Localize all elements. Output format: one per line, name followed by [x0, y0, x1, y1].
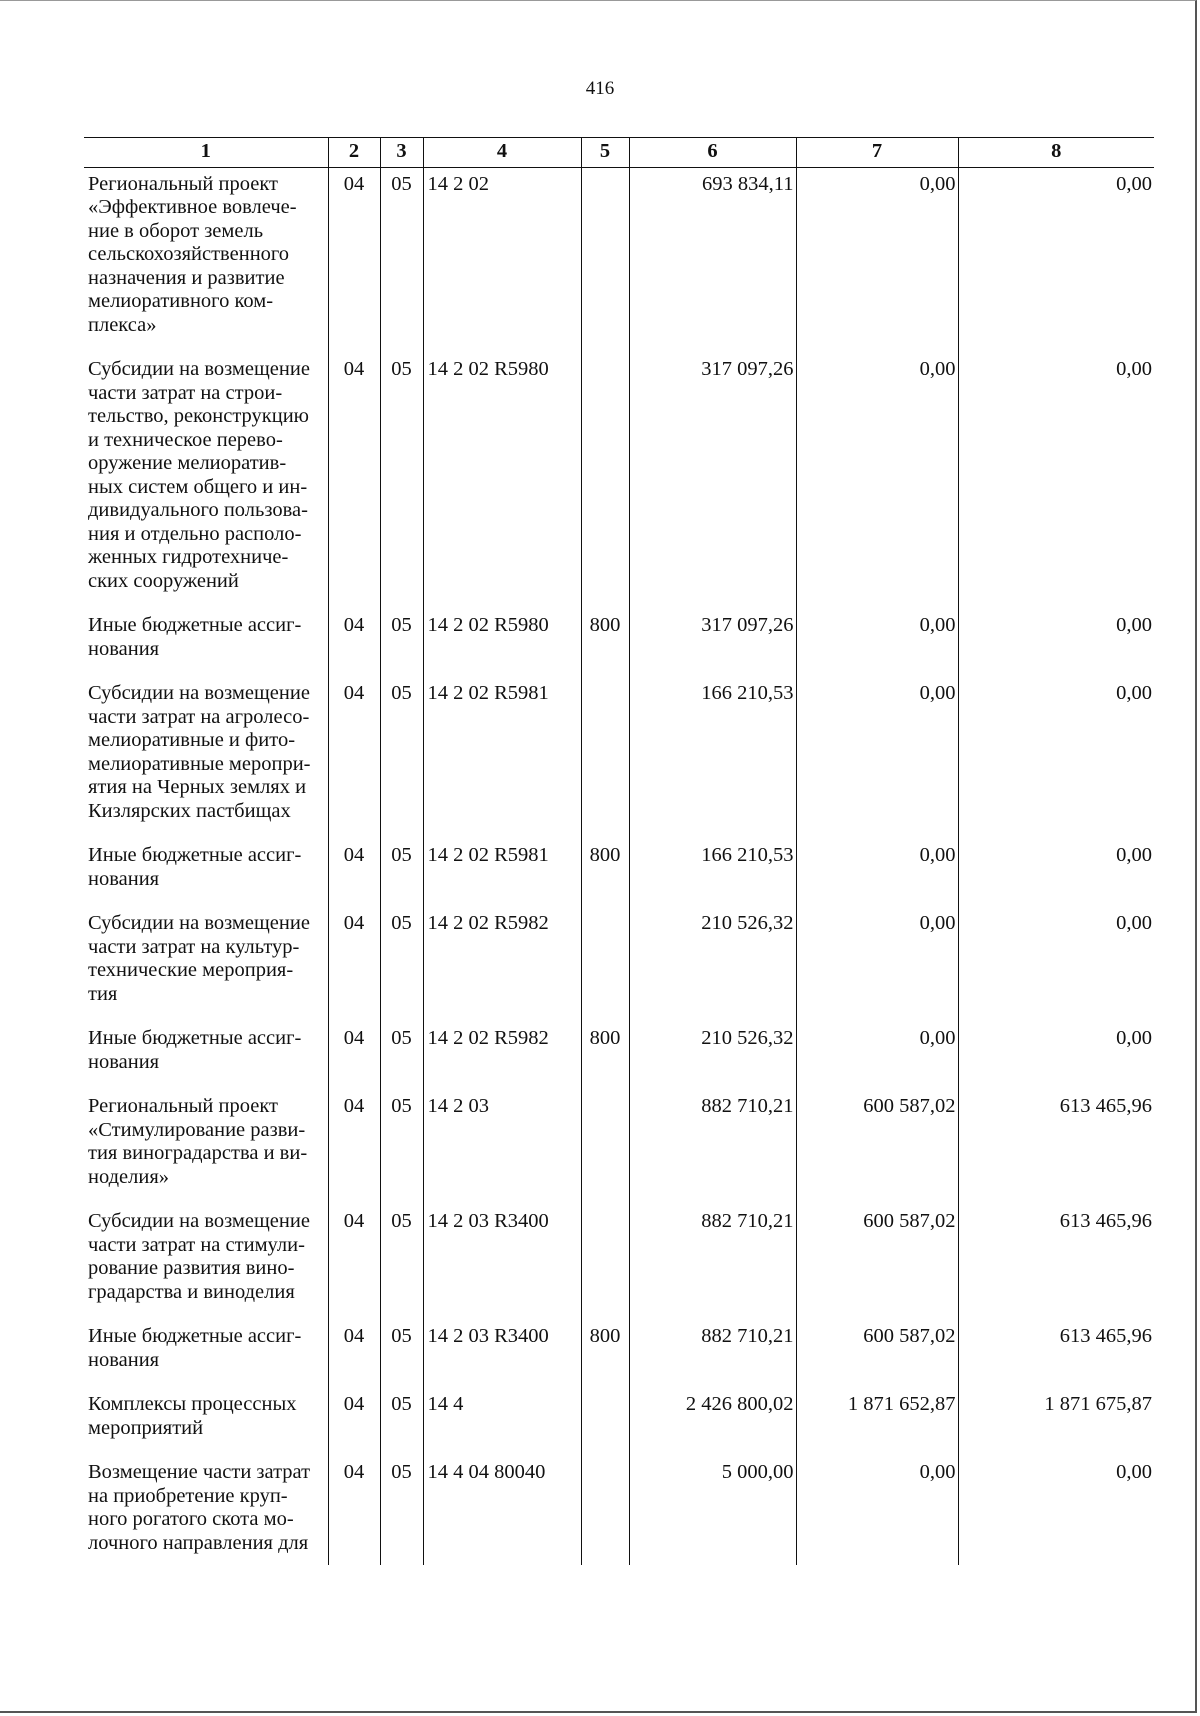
- row-col-5: 800: [581, 609, 629, 677]
- row-col-4: 14 2 02 R5980: [423, 609, 581, 677]
- table-header: [84, 138, 1154, 168]
- row-col-4: 14 2 03 R3400: [423, 1320, 581, 1388]
- row-col-7: 0,00: [796, 353, 958, 609]
- header-col-8: 8: [958, 138, 1154, 168]
- row-col-4: 14 2 02: [423, 167, 581, 353]
- row-col-3: 05: [380, 1205, 423, 1320]
- row-col-4: 14 2 02 R5981: [423, 839, 581, 907]
- row-col-7: 0,00: [796, 907, 958, 1022]
- row-col-5: [581, 1456, 629, 1565]
- header-col-7: 7: [796, 138, 958, 168]
- row-name: Субсидии на возмещение части затрат на агролесо- мелиоративные и фито- мелиоративные меропри- ятия на Черных землях и Кизлярских пастбищах: [88, 682, 311, 822]
- table-row: [84, 167, 1154, 353]
- row-col-8: 613 465,96: [958, 1090, 1154, 1205]
- row-col-6: 2 426 800,02: [629, 1388, 796, 1456]
- table-row: [84, 839, 1154, 907]
- row-col-6: 166 210,53: [629, 839, 796, 907]
- row-name: Иные бюджетные ассиг- нования: [88, 1325, 302, 1371]
- header-row: [84, 138, 1154, 168]
- header-col-6: 6: [629, 138, 796, 168]
- row-col-8: 0,00: [958, 353, 1154, 609]
- table-row: [84, 1320, 1154, 1388]
- row-col-3: 05: [380, 1456, 423, 1565]
- row-col-4: 14 2 02 R5981: [423, 677, 581, 839]
- table-row: [84, 677, 1154, 839]
- row-col-7: 1 871 652,87: [796, 1388, 958, 1456]
- row-col-6: 882 710,21: [629, 1090, 796, 1205]
- row-col-2: 04: [328, 167, 380, 353]
- row-col-3: 05: [380, 1022, 423, 1090]
- row-col-2: 04: [328, 1320, 380, 1388]
- row-col-3: 05: [380, 677, 423, 839]
- table-row: [84, 1022, 1154, 1090]
- row-col-4: 14 2 02 R5982: [423, 1022, 581, 1090]
- row-col-2: 04: [328, 1205, 380, 1320]
- row-name: Субсидии на возмещение части затрат на стимули- рование развития вино- градарства и виноделия: [88, 1210, 310, 1303]
- row-col-7: 0,00: [796, 167, 958, 353]
- row-col-5: [581, 1205, 629, 1320]
- header-col-3: 3: [380, 138, 423, 168]
- row-col-5: [581, 1388, 629, 1456]
- row-col-2: 04: [328, 677, 380, 839]
- row-col-6: 882 710,21: [629, 1320, 796, 1388]
- table-row: [84, 907, 1154, 1022]
- row-col-7: 600 587,02: [796, 1205, 958, 1320]
- row-col-6: 5 000,00: [629, 1456, 796, 1565]
- row-col-3: 05: [380, 1388, 423, 1456]
- table-row: [84, 1388, 1154, 1456]
- row-col-2: 04: [328, 609, 380, 677]
- row-col-6: 166 210,53: [629, 677, 796, 839]
- row-col-8: 613 465,96: [958, 1205, 1154, 1320]
- table-row: [84, 1090, 1154, 1205]
- row-col-6: 693 834,11: [629, 167, 796, 353]
- row-col-6: 317 097,26: [629, 353, 796, 609]
- row-col-4: 14 2 02 R5982: [423, 907, 581, 1022]
- row-col-5: [581, 167, 629, 353]
- budget-table: [84, 137, 1154, 1565]
- row-col-6: 210 526,32: [629, 907, 796, 1022]
- row-col-4: 14 2 03: [423, 1090, 581, 1205]
- row-name: Субсидии на возмещение части затрат на строи- тельство, реконструкцию и техническое перево- оружение мелиоратив- ных систем общего и ин- дивидуального пользова- ния и отдельно располо- женных гидротехниче- ских сооружений: [88, 358, 310, 592]
- row-name: Региональный проект «Стимулирование разви- тия виноградарства и ви- ноделия»: [88, 1095, 308, 1188]
- row-col-8: 0,00: [958, 839, 1154, 907]
- row-col-7: 0,00: [796, 839, 958, 907]
- row-col-2: 04: [328, 1090, 380, 1205]
- row-name: Иные бюджетные ассиг- нования: [88, 1027, 302, 1073]
- row-col-8: 0,00: [958, 609, 1154, 677]
- row-col-2: 04: [328, 353, 380, 609]
- row-col-8: 0,00: [958, 907, 1154, 1022]
- row-col-3: 05: [380, 1320, 423, 1388]
- table-row: [84, 609, 1154, 677]
- table-row: [84, 353, 1154, 609]
- row-col-7: 0,00: [796, 677, 958, 839]
- row-col-7: 600 587,02: [796, 1320, 958, 1388]
- row-col-8: 0,00: [958, 677, 1154, 839]
- row-name: Субсидии на возмещение части затрат на культур- технические мероприя- тия: [88, 912, 310, 1005]
- row-col-3: 05: [380, 167, 423, 353]
- row-col-2: 04: [328, 1388, 380, 1456]
- row-col-8: 0,00: [958, 167, 1154, 353]
- row-name: Иные бюджетные ассиг- нования: [88, 844, 302, 890]
- row-col-7: 0,00: [796, 1456, 958, 1565]
- row-col-3: 05: [380, 1090, 423, 1205]
- row-name: Региональный проект «Эффективное вовлече- ние в оборот земель сельскохозяйственного назначения и развитие мелиоративного ком- плекса»: [88, 172, 297, 336]
- row-col-8: 1 871 675,87: [958, 1388, 1154, 1456]
- row-col-5: 800: [581, 839, 629, 907]
- table-row: [84, 1456, 1154, 1565]
- row-col-5: [581, 353, 629, 609]
- row-col-4: 14 2 03 R3400: [423, 1205, 581, 1320]
- row-col-3: 05: [380, 907, 423, 1022]
- row-col-5: 800: [581, 1022, 629, 1090]
- row-col-2: 04: [328, 839, 380, 907]
- table-body: [84, 167, 1154, 1565]
- row-col-8: 0,00: [958, 1456, 1154, 1565]
- row-col-5: [581, 1090, 629, 1205]
- row-col-2: 04: [328, 1022, 380, 1090]
- row-col-3: 05: [380, 839, 423, 907]
- header-col-1: 1: [84, 138, 328, 168]
- page-number: 416: [585, 78, 615, 99]
- header-col-2: 2: [328, 138, 380, 168]
- row-col-2: 04: [328, 1456, 380, 1565]
- row-name: Комплексы процессных мероприятий: [88, 1393, 297, 1439]
- row-col-8: 0,00: [958, 1022, 1154, 1090]
- row-col-6: 882 710,21: [629, 1205, 796, 1320]
- row-col-6: 210 526,32: [629, 1022, 796, 1090]
- row-col-7: 0,00: [796, 609, 958, 677]
- row-name: Возмещение части затрат на приобретение круп- ного рогатого скота мо- лочного направления для: [88, 1461, 311, 1554]
- row-col-5: [581, 677, 629, 839]
- row-col-3: 05: [380, 609, 423, 677]
- header-col-4: 4: [423, 138, 581, 168]
- row-col-2: 04: [328, 907, 380, 1022]
- row-col-5: 800: [581, 1320, 629, 1388]
- row-col-7: 600 587,02: [796, 1090, 958, 1205]
- row-col-4: 14 4 04 80040: [423, 1456, 581, 1565]
- row-col-5: [581, 907, 629, 1022]
- row-col-4: 14 2 02 R5980: [423, 353, 581, 609]
- header-col-5: 5: [581, 138, 629, 168]
- row-col-8: 613 465,96: [958, 1320, 1154, 1388]
- row-name: Иные бюджетные ассиг- нования: [88, 614, 302, 660]
- row-col-4: 14 4: [423, 1388, 581, 1456]
- row-col-3: 05: [380, 353, 423, 609]
- table-row: [84, 1205, 1154, 1320]
- row-col-7: 0,00: [796, 1022, 958, 1090]
- row-col-6: 317 097,26: [629, 609, 796, 677]
